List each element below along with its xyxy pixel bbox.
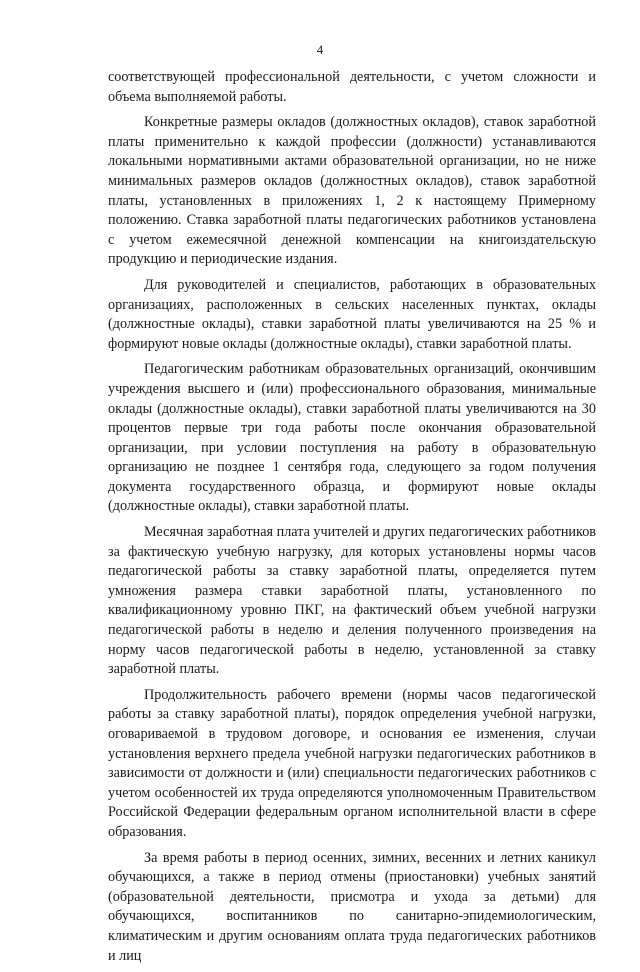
paragraph-working-time: Продолжительность рабочего времени (нормы часов педагогической работы за ставку заработной платы), порядок определения учебной нагрузки, оговариваемой в трудовом договоре, и основания ее изменения, случаи установления верхнего предела учебной нагрузки педагогических работников в зависимости от должности и (или) специальности педагогических работников с учетом особенностей их труда определяются уполномоченным Правительством Российской Федерации федеральным органом исполнительной власти в сфере образования. xyxy=(108,686,596,840)
page-number: 4 xyxy=(316,42,324,57)
paragraph-young-specialists: Педагогическим работникам образовательных организаций, окончившим учреждения высшего и (или) профессионального образования, минимальные оклады (должностные оклады), ставки заработной платы увеличиваются на 30 процентов первые три года работы после окончания образовательной организации, при условии поступления на работу в образовательную организацию не позднее 1 сентября года, следующего за годом получения документа государственного образца, и формируют новые оклады (должностные оклады), ставки заработной платы. xyxy=(108,361,596,515)
paragraph-rural-increase: Для руководителей и специалистов, работающих в образовательных организациях, расположенных в сельских населенных пунктах, оклады (должностные оклады), ставки заработной платы увеличиваются на 25 % и формируют новые оклады (должностные оклады), ставки заработной платы. xyxy=(108,276,596,352)
paragraph-holiday-pay: За время работы в период осенних, зимних, весенних и летних каникул обучающихся, а также в период отмены (приостановки) учебных занятий (образовательной деятельности, присмотра и ухода за детьми) для обучающихся, воспитанников по санитарно-эпидемиологическим, климатическим и другим основаниям оплата труда педагогических работников и лиц xyxy=(108,849,596,964)
paragraph-continuation: соответствующей профессиональной деятельности, с учетом сложности и объема выполняемой работы. xyxy=(108,69,596,105)
paragraph-salary-rates: Конкретные размеры окладов (должностных окладов), ставок заработной платы применительно к каждой профессии (должности) устанавливаются локальными нормативными актами образовательной организации, но не ниже минимальных размеров окладов (должностных окладов), ставок заработной платы, установленных в приложениях 1, 2 к настоящему Примерному положению. Ставка заработной платы педагогических работников установлена с учетом ежемесячной денежной компенсации на книгоиздательскую продукцию и периодические издания. xyxy=(108,114,596,268)
paragraph-monthly-pay: Месячная заработная плата учителей и других педагогических работников за фактическую учебную нагрузку, для которых установлены нормы часов педагогической работы за ставку заработной платы, определяется путем умножения размера ставки заработной платы, установленного по квалификационному уровню ПКГ, на фактический объем учебной нагрузки педагогической работы в неделю и деления полученного произведения на норму часов педагогической работы в неделю, установленной за ставку заработной платы. xyxy=(108,524,596,678)
document-body xyxy=(108,68,596,972)
